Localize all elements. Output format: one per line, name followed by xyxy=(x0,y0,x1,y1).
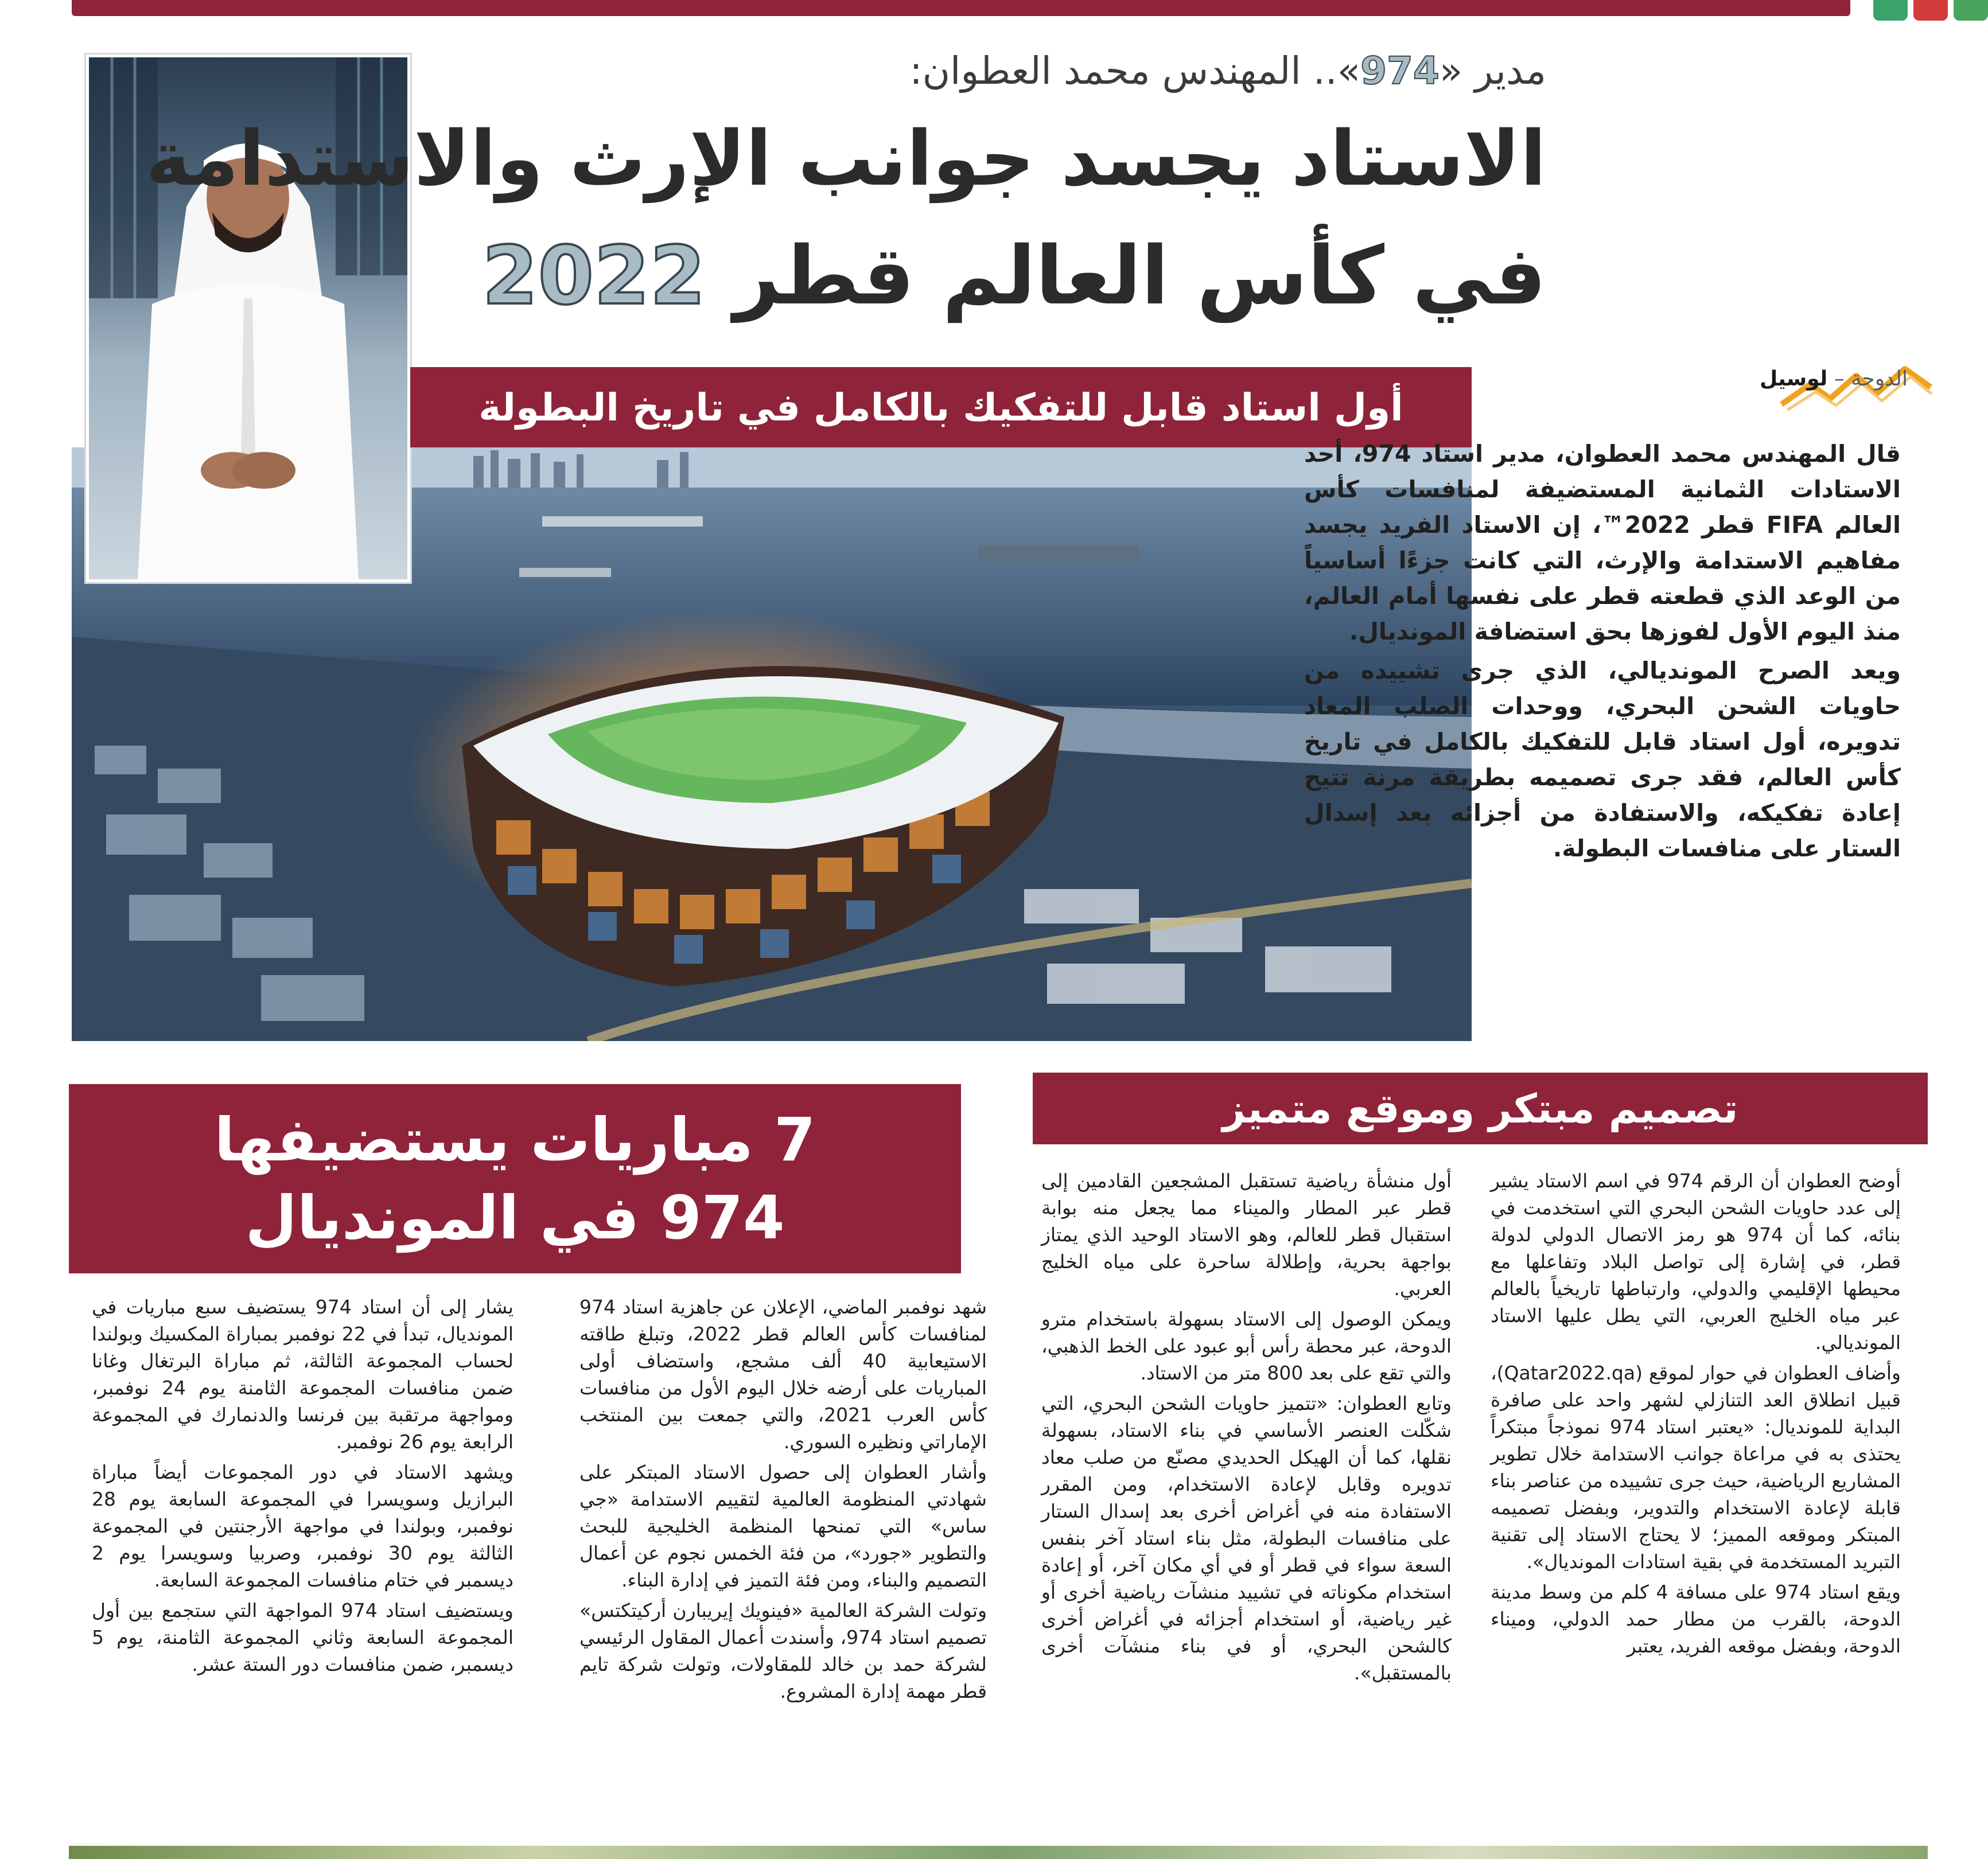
headline-line2 xyxy=(482,229,1546,323)
body-paragraph: وتولت الشركة العالمية «فينويك إيريبارن أركيتكتس» تصميم استاد 974، وأسندت أعمال المقاول الرئيسي لشركة حمد بن خالد للمقاولات، وتولت شركة تايم قطر مهمة إدارة المشروع. xyxy=(579,1599,987,1702)
design-column-1 xyxy=(1491,1167,1901,1663)
kicker-prefix: مدير « xyxy=(1439,49,1546,93)
body-paragraph: وأضاف العطوان في حوار لموقع (Qatar2022.qa)، قبيل انطلاق العد التنازلي لشهر واحد على صافرة البداية للمونديال: «يعتبر استاد 974 نموذجاً مبتكراً يحتذى به في مراعاة جوانب الاستدامة خلال تطوير المشاريع الرياضية، حيث جرى تشييده من عناصر بناء قابلة لإعادة الاستخدام والتدوير، وبفضل تصميمه المبتكر وموقعه المميز؛ لا يحتاج الاستاد إلى تقنية التبريد المستخدمة في بقية استادات المونديال». xyxy=(1491,1362,1901,1573)
dateline-source: لوسيل xyxy=(1759,367,1828,391)
lead-paragraph: قال المهندس محمد العطوان، مدير استاد 974، أحد الاستادات الثمانية المستضيفة لمنافسات كأس العالم FIFA قطر 2022™، إن الاستاد الفريد يجسد مفاهيم الاستدامة والإرث، التي كانت جزءًا أساسياً من الوعد الذي قطعته قطر على نفسها أمام العالم، منذ اليوم الأول لفوزها بحق استضافة المونديال. xyxy=(1304,440,1901,645)
headline-line1: الاستاد يجسد جوانب الإرث والاستدامة xyxy=(146,115,1546,203)
body-paragraph: ويستضيف استاد 974 المواجهة التي ستجمع بين أول المجموعة السابعة وثاني المجموعة الثامنة، يوم 5 ديسمبر، ضمن منافسات دور الستة عشر. xyxy=(92,1599,513,1675)
body-paragraph: يشار إلى أن استاد 974 يستضيف سبع مباريات في المونديال، تبدأ في 22 نوفمبر بمباراة المكسيك وبولندا لحساب المجموعة الثالثة، ثم مباراة البرتغال وغانا ضمن منافسات المجموعة الثامنة يوم 24 نوفمبر، ومواجهة مرتقبة بين فرنسا والدنمارك في المجموعة الرابعة يوم 26 نوفمبر. xyxy=(92,1296,513,1453)
body-paragraph: شهد نوفمبر الماضي، الإعلان عن جاهزية استاد 974 لمنافسات كأس العالم قطر 2022، وتبلغ طاقته الاستيعابية 40 ألف مشجع، واستضاف أولى المباريات على أرضه خلال اليوم الأول من منافسات كأس العرب 2021، والتي جمعت بين المنتخب الإماراتي ونظيره السوري. xyxy=(579,1296,987,1453)
section-design-title: تصميم مبتكر وموقع متميز xyxy=(1222,1085,1738,1132)
corner-icons xyxy=(1850,0,1988,21)
body-paragraph: ويشهد الاستاد في دور المجموعات أيضاً مباراة البرازيل وسويسرا في المجموعة السابعة يوم 28 نوفمبر، وبولندا في مواجهة الأرجنتين في المجموعة الثالثة يوم 30 نوفمبر، وصربيا وسويسرا يوم 2 ديسمبر في ختام منافسات المجموعة السابعة. xyxy=(92,1461,513,1591)
subhead-ribbon xyxy=(410,367,1472,447)
design-column-2 xyxy=(1041,1167,1452,1690)
green-tab-icon xyxy=(1873,0,1908,21)
kicker-number: 974 xyxy=(1360,49,1440,93)
body-paragraph: ويقع استاد 974 على مسافة 4 كلم من وسط مدينة الدوحة، بالقرب من مطار حمد الدولي، وميناء الدوحة، وبفضل موقعه الفريد، يعتبر xyxy=(1491,1581,1901,1657)
body-paragraph: أوضح العطوان أن الرقم 974 في اسم الاستاد يشير إلى عدد حاويات الشحن البحري التي استخدمت في بنائه، كما أن 974 هو رمز الاتصال الدولي لدولة قطر، في إشارة إلى تواصل البلاد وتفاعلها مع محيطها الإقليمي والدولي، وارتباطها تاريخياً بالعالم عبر مياه الخليج العربي، التي يطل عليها الاستاد المونديالي. xyxy=(1491,1170,1901,1354)
body-paragraph: ويمكن الوصول إلى الاستاد بسهولة باستخدام مترو الدوحة، عبر محطة رأس أبو عبود على الخط الذهبي، والتي تقع على بعد 800 متر من الاستاد. xyxy=(1041,1308,1452,1384)
body-paragraph: أول منشأة رياضية تستقبل المشجعين القادمين إلى قطر عبر المطار والميناء مما يجعل منه بوابة استقبال قطر للعالم، وهو الاستاد الوحيد الذي يمتاز بواجهة بحرية، وإطلالة ساحرة على مياه الخليج العربي. xyxy=(1041,1170,1452,1300)
matches-column-2 xyxy=(92,1293,513,1681)
matches-column-1 xyxy=(579,1293,987,1708)
section-matches-title-line1: 7 مباريات يستضيفها xyxy=(214,1105,816,1175)
dateline xyxy=(1760,367,1908,391)
dateline-city: الدوحة – xyxy=(1834,367,1908,391)
section-design-ribbon xyxy=(1033,1073,1928,1144)
kicker-suffix: ».. المهندس محمد العطوان: xyxy=(909,49,1361,93)
headline-line2-text: في كأس العالم قطر xyxy=(733,229,1546,323)
top-banner-bar xyxy=(72,0,1850,16)
body-paragraph: وأشار العطوان إلى حصول الاستاد المبتكر على شهادتي المنظومة العالمية لتقييم الاستدامة «جي ساس» التي تمنحها المنظمة الخليجية للبحث والتطوير «جورد»، من فئة الخمس نجوم عن أعمال التصميم والبناء، ومن فئة التميز في إدارة البناء. xyxy=(579,1461,987,1591)
kicker-line xyxy=(909,49,1546,93)
bottom-photo-strip xyxy=(69,1846,1928,1859)
body-paragraph: وتابع العطوان: «تتميز حاويات الشحن البحري، التي شكّلت العنصر الأساسي في بناء الاستاد، بسهولة نقلها، كما أن الهيكل الحديدي مصنّع من صلب معاد تدويره وقابل لإعادة الاستخدام، ومن المقرر الاستفادة منه في أغراض أخرى بعد إسدال الستار على منافسات البطولة، مثل بناء استاد آخر بنفس السعة سواء في قطر أو في أي مكان آخر، أو إعادة استخدام مكوناته في تشييد منشآت رياضية أخرى أو غير رياضية، أو استخدام أجزائه في أغراض أخرى كالشحن البحري، أو في بناء منشآت أخرى بالمستقبل». xyxy=(1041,1392,1452,1684)
red-tab-icon xyxy=(1913,0,1948,21)
headline-year: 2022 xyxy=(482,229,706,323)
lead-column xyxy=(1304,436,1901,870)
lead-paragraph: ويعد الصرح المونديالي، الذي جرى تشييده من حاويات الشحن البحري، ووحدات الصلب المعاد تدويره، أول استاد قابل للتفكيك بالكامل في تاريخ كأس العالم، فقد جرى تصميمه بطريقة مرنة تتيح إعادة تفكيكه، والاستفادة من أجزائه بعد إسدال الستار على منافسات البطولة. xyxy=(1304,657,1901,862)
green-tab-icon-2 xyxy=(1954,0,1988,21)
subhead-text: أول استاد قابل للتفكيك بالكامل في تاريخ البطولة xyxy=(478,385,1403,430)
section-matches-ribbon xyxy=(69,1084,961,1273)
section-matches-title-line2: 974 في المونديال xyxy=(245,1183,785,1253)
